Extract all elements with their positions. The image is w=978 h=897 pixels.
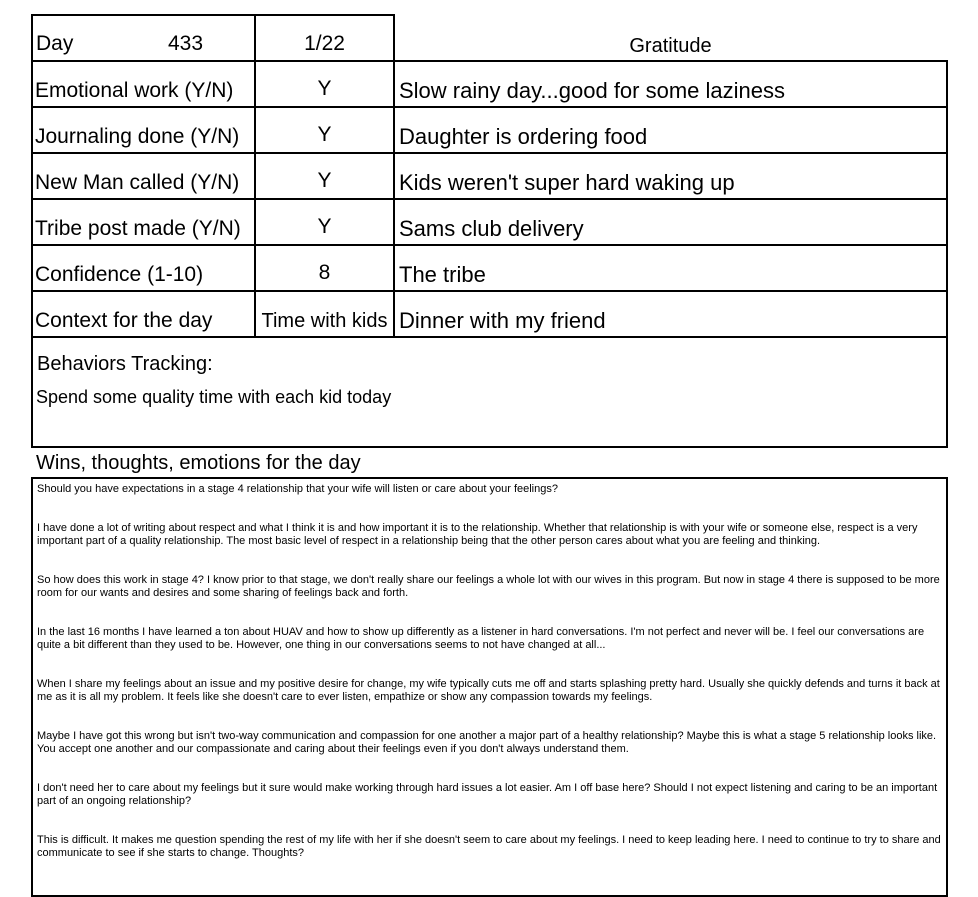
grid-line xyxy=(31,446,948,448)
wins-paragraph: Should you have expectations in a stage 4 relationship that your wife will listen or care about your feelings? xyxy=(37,483,558,495)
wins-paragraph: When I share my feelings about an issue and my positive desire for change, my wife typically cuts me off and starts splashing pretty hard. Usually she quickly defends and turns it back at me as it is all my problem. It feels like she doesn't care to ever listen, empathize or show any compassion towards my feelings. xyxy=(37,678,940,703)
wins-paragraph: This is difficult. It makes me question spending the rest of my life with her if she doesn't seem to care about my feelings. I need to keep leading here. I need to continue to try to share and communicate to see if she starts to change. Thoughts? xyxy=(37,834,941,859)
gratitude-item: Slow rainy day...good for some laziness xyxy=(399,78,785,103)
gratitude-item: Kids weren't super hard waking up xyxy=(399,170,735,195)
wins-box xyxy=(31,477,948,897)
row-value: Y xyxy=(317,169,332,192)
row-label: New Man called (Y/N) xyxy=(35,171,240,194)
row-value: Y xyxy=(317,215,332,238)
grid-line xyxy=(946,60,948,448)
grid-line xyxy=(31,14,33,448)
row-label: Confidence (1-10) xyxy=(35,263,204,286)
row-label: Context for the day xyxy=(35,309,213,332)
row-value: Y xyxy=(317,77,332,100)
row-value: Y xyxy=(317,123,332,146)
gratitude-item: Daughter is ordering food xyxy=(399,124,648,149)
grid-line xyxy=(31,14,395,16)
row-value: 8 xyxy=(318,261,331,284)
wins-paragraph: Maybe I have got this wrong but isn't two-way communication and compassion for one another a major part of a healthy relationship? Maybe this is what a stage 5 relationship looks like. You accept one another and our compassionate and caring about their feelings even if you don't always understand them. xyxy=(37,730,937,755)
row-label: Tribe post made (Y/N) xyxy=(35,217,241,240)
date: 1/22 xyxy=(304,32,345,55)
gratitude-item: The tribe xyxy=(399,262,486,287)
gratitude-item: Dinner with my friend xyxy=(399,308,606,333)
wins-paragraph: I don't need her to care about my feelings but it sure would make working through hard issues a lot easier. Am I off base here? Should I not expect listening and caring to be an important part of an ongoing relationship? xyxy=(37,782,938,807)
day-label: Day xyxy=(36,32,74,55)
row-label: Journaling done (Y/N) xyxy=(35,125,240,148)
behaviors-text: Spend some quality time with each kid today xyxy=(36,386,392,407)
gratitude-heading: Gratitude xyxy=(629,34,712,57)
wins-paragraph: So how does this work in stage 4? I know prior to that stage, we don't really share our feelings a whole lot with our wives in this program. But now in stage 4 there is supposed to be more room for our wants and desires and some sharing of feelings back and forth. xyxy=(37,574,940,599)
day-number: 433 xyxy=(168,32,204,55)
wins-heading: Wins, thoughts, emotions for the day xyxy=(36,451,361,474)
row-label: Emotional work (Y/N) xyxy=(35,79,234,102)
behaviors-heading: Behaviors Tracking: xyxy=(37,352,213,375)
row-value: Time with kids xyxy=(261,309,388,332)
gratitude-item: Sams club delivery xyxy=(399,216,584,241)
wins-paragraph: In the last 16 months I have learned a ton about HUAV and how to show up differently as a listener in hard conversations. I'm not perfect and never will be. I feel our conversations are quite a bit different than they used to be. However, one thing in our conversations seems to not have changed at all... xyxy=(37,626,925,651)
wins-paragraph: I have done a lot of writing about respect and what I think it is and how important it is to the relationship. Whether that relationship is with your wife or someone else, respect is a very important part of a quality relationship. The most basic level of respect in a relationship being that the other person cares about what you are feeling and thinking. xyxy=(37,522,918,547)
